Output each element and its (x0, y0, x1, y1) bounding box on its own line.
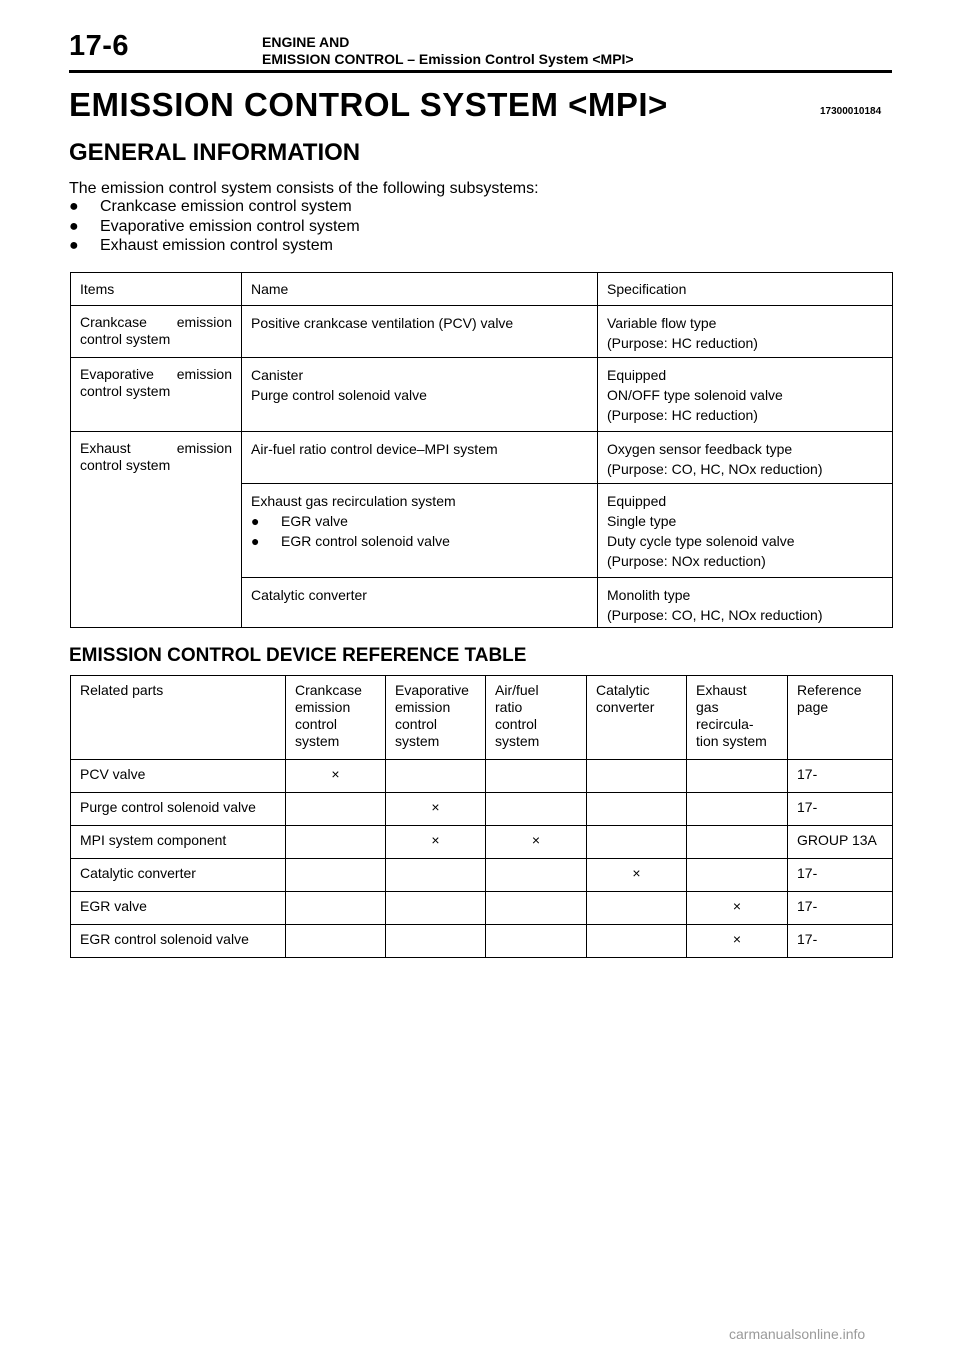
document-code: 17300010184 (820, 106, 882, 117)
subsystem-list (69, 197, 360, 256)
spec-text: (Purpose: CO, HC, NOx reduction) (607, 607, 823, 623)
check-cell-crankcase (286, 760, 386, 793)
header-text: page (797, 699, 829, 715)
spec-text: Duty cycle type solenoid valve (607, 533, 795, 549)
item-text: Evaporative emission (80, 366, 232, 382)
check-cell-egr (687, 892, 788, 925)
list-item (69, 217, 360, 237)
col-header-catalytic (587, 676, 687, 760)
part-cell: PCV valve (71, 760, 286, 793)
name-cell (242, 578, 598, 628)
reference-page-cell: 17- (788, 892, 893, 925)
check-cell-air-fuel (486, 793, 587, 826)
check-mark-icon: × (531, 832, 541, 848)
reference-table-body (71, 760, 893, 958)
spec-text: (Purpose: HC reduction) (607, 335, 758, 351)
col-header-evaporative (386, 676, 486, 760)
bullet-icon: ● (69, 217, 79, 235)
spec-cell (598, 306, 893, 358)
check-mark-icon: × (632, 865, 641, 881)
header-text: control (295, 716, 338, 732)
col-header-crankcase (286, 676, 386, 760)
spec-cell (598, 484, 893, 578)
list-item-text: Exhaust emission control system (100, 237, 333, 254)
header-text: Evaporative (395, 682, 469, 698)
header-text: Reference (797, 682, 862, 698)
list-item (69, 197, 360, 217)
check-cell-air-fuel (486, 925, 587, 958)
general-info-heading: GENERAL INFORMATION (69, 139, 361, 166)
name-text: Air-fuel ratio control device–MPI system (251, 441, 498, 457)
reference-page-cell: 17- (788, 925, 893, 958)
table-row (71, 925, 893, 958)
bullet-icon: ● (69, 198, 79, 215)
header-text: control (495, 716, 538, 732)
check-cell-catalytic (587, 859, 687, 892)
header-text: Related parts (80, 682, 164, 698)
header-text: recircula- (696, 716, 754, 732)
page-title: EMISSION CONTROL SYSTEM <MPI> (69, 86, 668, 123)
table-row (71, 760, 893, 793)
check-mark-icon: × (732, 931, 742, 947)
spec-text: Monolith type (607, 587, 691, 603)
specification-table (70, 272, 893, 628)
check-cell-egr (687, 793, 788, 826)
table-header-row (71, 676, 893, 760)
header-text: gas (696, 699, 719, 715)
reference-page-cell: GROUP 13A (788, 826, 893, 859)
item-text: Crankcase emission (80, 314, 232, 330)
check-cell-evaporative (386, 826, 486, 859)
check-cell-evaporative (386, 859, 486, 892)
header-text: system (495, 733, 540, 749)
check-cell-air-fuel (486, 859, 587, 892)
check-cell-evaporative (386, 892, 486, 925)
col-header-egr (687, 676, 788, 760)
header-text: tion system (696, 733, 767, 749)
list-item (69, 236, 360, 256)
header-text: emission (295, 699, 351, 715)
check-cell-catalytic (587, 925, 687, 958)
check-cell-catalytic (587, 760, 687, 793)
col-header-items: Items (71, 273, 242, 306)
col-header-name: Name (242, 273, 598, 306)
list-item-text: Evaporative emission control system (100, 217, 360, 235)
part-cell: EGR control solenoid valve (71, 925, 286, 958)
header-rule (69, 70, 892, 73)
section-title-line2: EMISSION CONTROL – Emission Control System <MPI> (262, 51, 634, 67)
watermark: carmanualsonline.info (729, 1326, 866, 1342)
header-text: system (295, 733, 340, 749)
item-cell (71, 432, 242, 628)
check-cell-crankcase (286, 925, 386, 958)
table-row (71, 432, 893, 484)
spec-text: Equipped (607, 493, 667, 509)
check-cell-catalytic (587, 793, 687, 826)
header-text: control (395, 716, 438, 732)
header-text: emission (395, 699, 451, 715)
reference-table (70, 675, 893, 958)
spec-text: (Purpose: NOx reduction) (607, 553, 766, 569)
table-row (71, 306, 893, 358)
table-row (71, 892, 893, 925)
name-cell (242, 484, 598, 578)
spec-cell (598, 578, 893, 628)
col-header-air-fuel (486, 676, 587, 760)
table-row (71, 793, 893, 826)
spec-text: Oxygen sensor feedback type (607, 441, 793, 457)
list-item-text: EGR control solenoid valve (281, 533, 450, 549)
name-text: Canister (251, 367, 304, 383)
part-cell: EGR valve (71, 892, 286, 925)
spec-text: (Purpose: HC reduction) (607, 407, 758, 423)
check-cell-air-fuel (486, 760, 587, 793)
list-item-text: Crankcase emission control system (100, 198, 352, 215)
part-cell: Catalytic converter (71, 859, 286, 892)
table-row (71, 826, 893, 859)
check-cell-air-fuel (486, 826, 587, 859)
check-cell-crankcase (286, 793, 386, 826)
part-cell: Purge control solenoid valve (71, 793, 286, 826)
name-text: Purge control solenoid valve (251, 387, 427, 403)
check-cell-egr (687, 925, 788, 958)
bullet-icon: ● (251, 533, 260, 549)
reference-page-cell: 17- (788, 793, 893, 826)
name-text: Exhaust gas recirculation system (251, 493, 456, 509)
reference-table-heading: EMISSION CONTROL DEVICE REFERENCE TABLE (69, 645, 527, 666)
name-cell (242, 432, 598, 484)
reference-page-cell: 17- (788, 859, 893, 892)
spec-text: ON/OFF type solenoid valve (607, 387, 783, 403)
bullet-icon: ● (69, 237, 79, 254)
item-text: control system (80, 331, 171, 347)
item-cell (71, 358, 242, 432)
intro-text: The emission control system consists of the following subsystems: (69, 180, 539, 197)
spec-cell (598, 358, 893, 432)
spec-cell (598, 432, 893, 484)
check-cell-evaporative (386, 925, 486, 958)
name-cell (242, 358, 598, 432)
name-text: Positive crankcase ventilation (PCV) valve (251, 315, 514, 331)
list-item (251, 512, 588, 532)
header-text: Catalytic (596, 682, 650, 698)
check-cell-crankcase (286, 859, 386, 892)
item-text: control system (80, 457, 171, 473)
spec-text: Single type (607, 513, 677, 529)
table-header-row (71, 273, 893, 306)
header-text: Exhaust (696, 682, 747, 698)
item-text: Exhaust emission (80, 440, 232, 456)
check-mark-icon: × (732, 898, 742, 914)
bullet-icon: ● (251, 513, 260, 529)
list-item (251, 532, 588, 552)
spec-text: (Purpose: CO, HC, NOx reduction) (607, 461, 823, 477)
spec-text: Equipped (607, 367, 667, 383)
part-cell: MPI system component (71, 826, 286, 859)
check-cell-crankcase (286, 826, 386, 859)
header-text: system (395, 733, 440, 749)
check-cell-egr (687, 826, 788, 859)
item-cell (71, 306, 242, 358)
check-cell-catalytic (587, 892, 687, 925)
page-number: 17-6 (69, 30, 130, 62)
table-row (71, 358, 893, 432)
name-text: Catalytic converter (251, 587, 367, 603)
header-text: ratio (495, 699, 523, 715)
check-cell-crankcase (286, 892, 386, 925)
table-row (71, 859, 893, 892)
header-text: converter (596, 699, 655, 715)
spec-text: Variable flow type (607, 315, 717, 331)
header-text: Air/fuel (495, 682, 539, 698)
col-header-related-parts (71, 676, 286, 760)
check-mark-icon: × (431, 799, 440, 815)
check-cell-egr (687, 859, 788, 892)
check-cell-evaporative (386, 793, 486, 826)
section-title-line1: ENGINE AND (262, 34, 350, 50)
name-cell (242, 306, 598, 358)
check-cell-air-fuel (486, 892, 587, 925)
list-item-text: EGR valve (281, 513, 348, 529)
check-cell-catalytic (587, 826, 687, 859)
check-cell-egr (687, 760, 788, 793)
header-text: Crankcase (295, 682, 362, 698)
reference-page-cell: 17- (788, 760, 893, 793)
col-header-reference-page (788, 676, 893, 760)
check-mark-icon: × (431, 832, 440, 848)
check-mark-icon: × (331, 766, 340, 782)
item-text: control system (80, 383, 171, 399)
col-header-specification: Specification (598, 273, 893, 306)
check-cell-evaporative (386, 760, 486, 793)
